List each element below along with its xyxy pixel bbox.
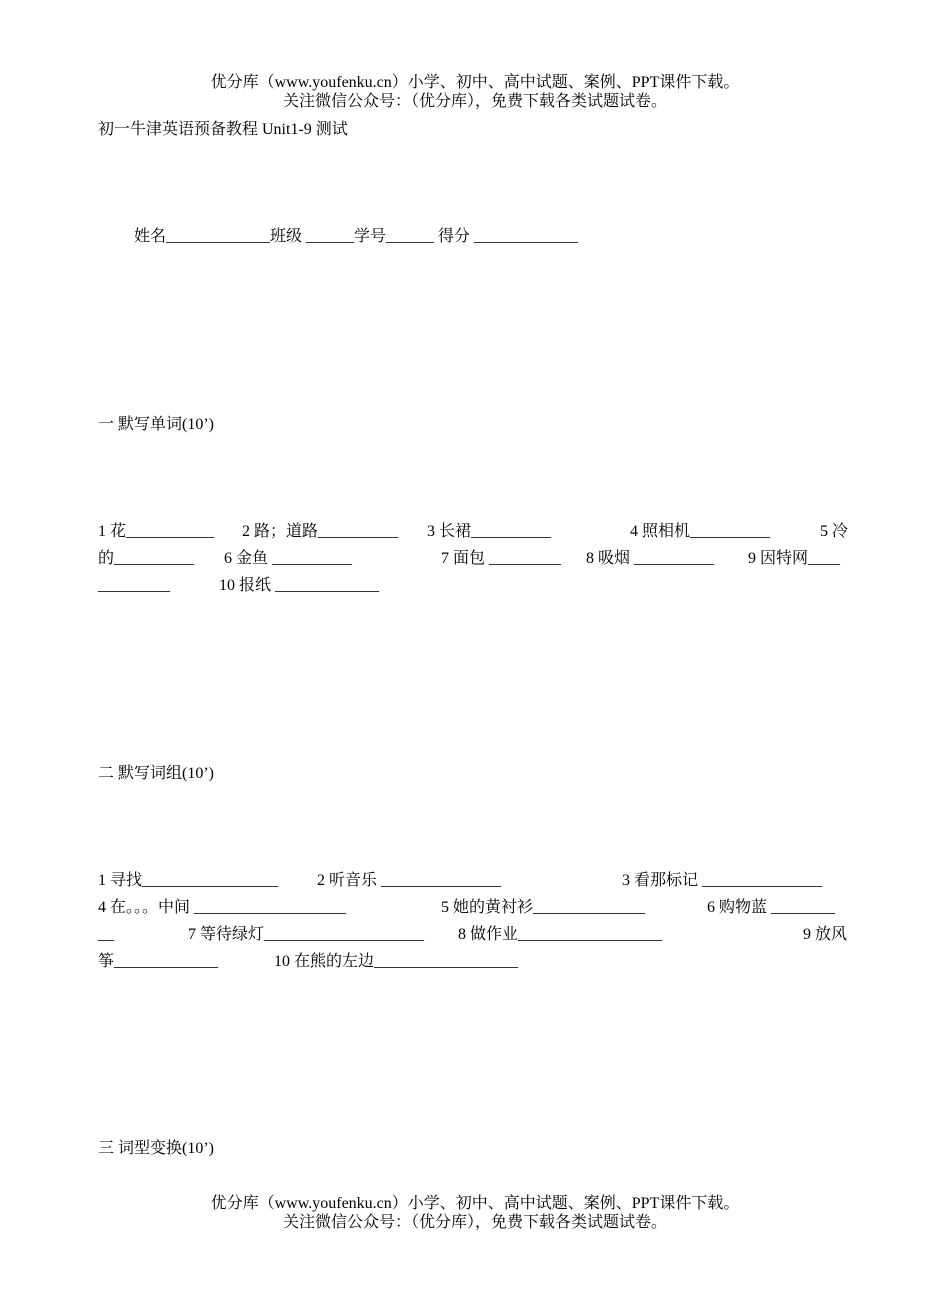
s2-item-8: 8 做作业__________________ xyxy=(458,926,663,943)
s1-item-7: 7 面包 _________ xyxy=(441,550,562,567)
section-2-heading: 二 默写词组(10’) xyxy=(98,765,214,782)
section-2-line-1 xyxy=(98,871,854,893)
s1-item-5-start: 5 冷 xyxy=(820,523,849,540)
s1-item-3: 3 长裙__________ xyxy=(427,523,552,540)
s2-item-9-start: 9 放风 xyxy=(803,926,848,943)
s1-item-9-end: _________ xyxy=(98,577,170,594)
section-1-line-2 xyxy=(98,549,854,571)
section-1-line-3 xyxy=(98,576,854,598)
footer-line-1: 优分库（www.youfenku.cn）小学、初中、高中试题、案例、PPT课件下载。 xyxy=(210,1195,740,1212)
s2-item-6-end: __ xyxy=(98,926,114,943)
header-line-1: 优分库（www.youfenku.cn）小学、初中、高中试题、案例、PPT课件下载。 xyxy=(210,74,740,91)
s2-item-4: 4 在。。。中间 ___________________ xyxy=(98,899,347,916)
section-2-line-4 xyxy=(98,952,854,974)
section-2-line-3 xyxy=(98,925,854,947)
s1-item-2: 2 路；道路__________ xyxy=(242,523,399,540)
s1-item-10: 10 报纸 _____________ xyxy=(219,577,380,594)
s1-item-6: 6 金鱼 __________ xyxy=(224,550,353,567)
s2-item-7: 7 等待绿灯____________________ xyxy=(188,926,425,943)
s2-item-1: 1 寻找_________________ xyxy=(98,872,279,889)
header-line-2: 关注微信公众号：（优分库），免费下载各类试题试卷。 xyxy=(282,93,667,110)
section-2-line-2 xyxy=(98,898,854,920)
section-1-heading: 一 默写单词(10’) xyxy=(98,416,214,433)
section-1-line-1 xyxy=(98,522,854,544)
s2-item-3: 3 看那标记 _______________ xyxy=(622,872,823,889)
footer-line-2: 关注微信公众号：（优分库），免费下载各类试题试卷。 xyxy=(282,1214,667,1231)
s2-item-10: 10 在熊的左边__________________ xyxy=(274,953,519,970)
document-title: 初一牛津英语预备教程 Unit1-9 测试 xyxy=(98,121,348,138)
s2-item-2: 2 听音乐 _______________ xyxy=(317,872,502,889)
s2-item-9-end: 筝_____________ xyxy=(98,953,219,970)
s2-item-6-start: 6 购物蓝 ________ xyxy=(707,899,836,916)
s1-item-9-start: 9 因特网____ xyxy=(748,550,841,567)
s2-item-5: 5 她的黄衬衫______________ xyxy=(441,899,646,916)
section-3-heading: 三 词型变换(10’) xyxy=(98,1140,214,1157)
s1-item-1: 1 花___________ xyxy=(98,523,215,540)
s1-item-5-end: 的__________ xyxy=(98,550,195,567)
student-info-line: 姓名_____________班级 ______学号______ 得分 _____________ xyxy=(134,228,579,245)
s1-item-4: 4 照相机__________ xyxy=(630,523,771,540)
s1-item-8: 8 吸烟 __________ xyxy=(586,550,715,567)
